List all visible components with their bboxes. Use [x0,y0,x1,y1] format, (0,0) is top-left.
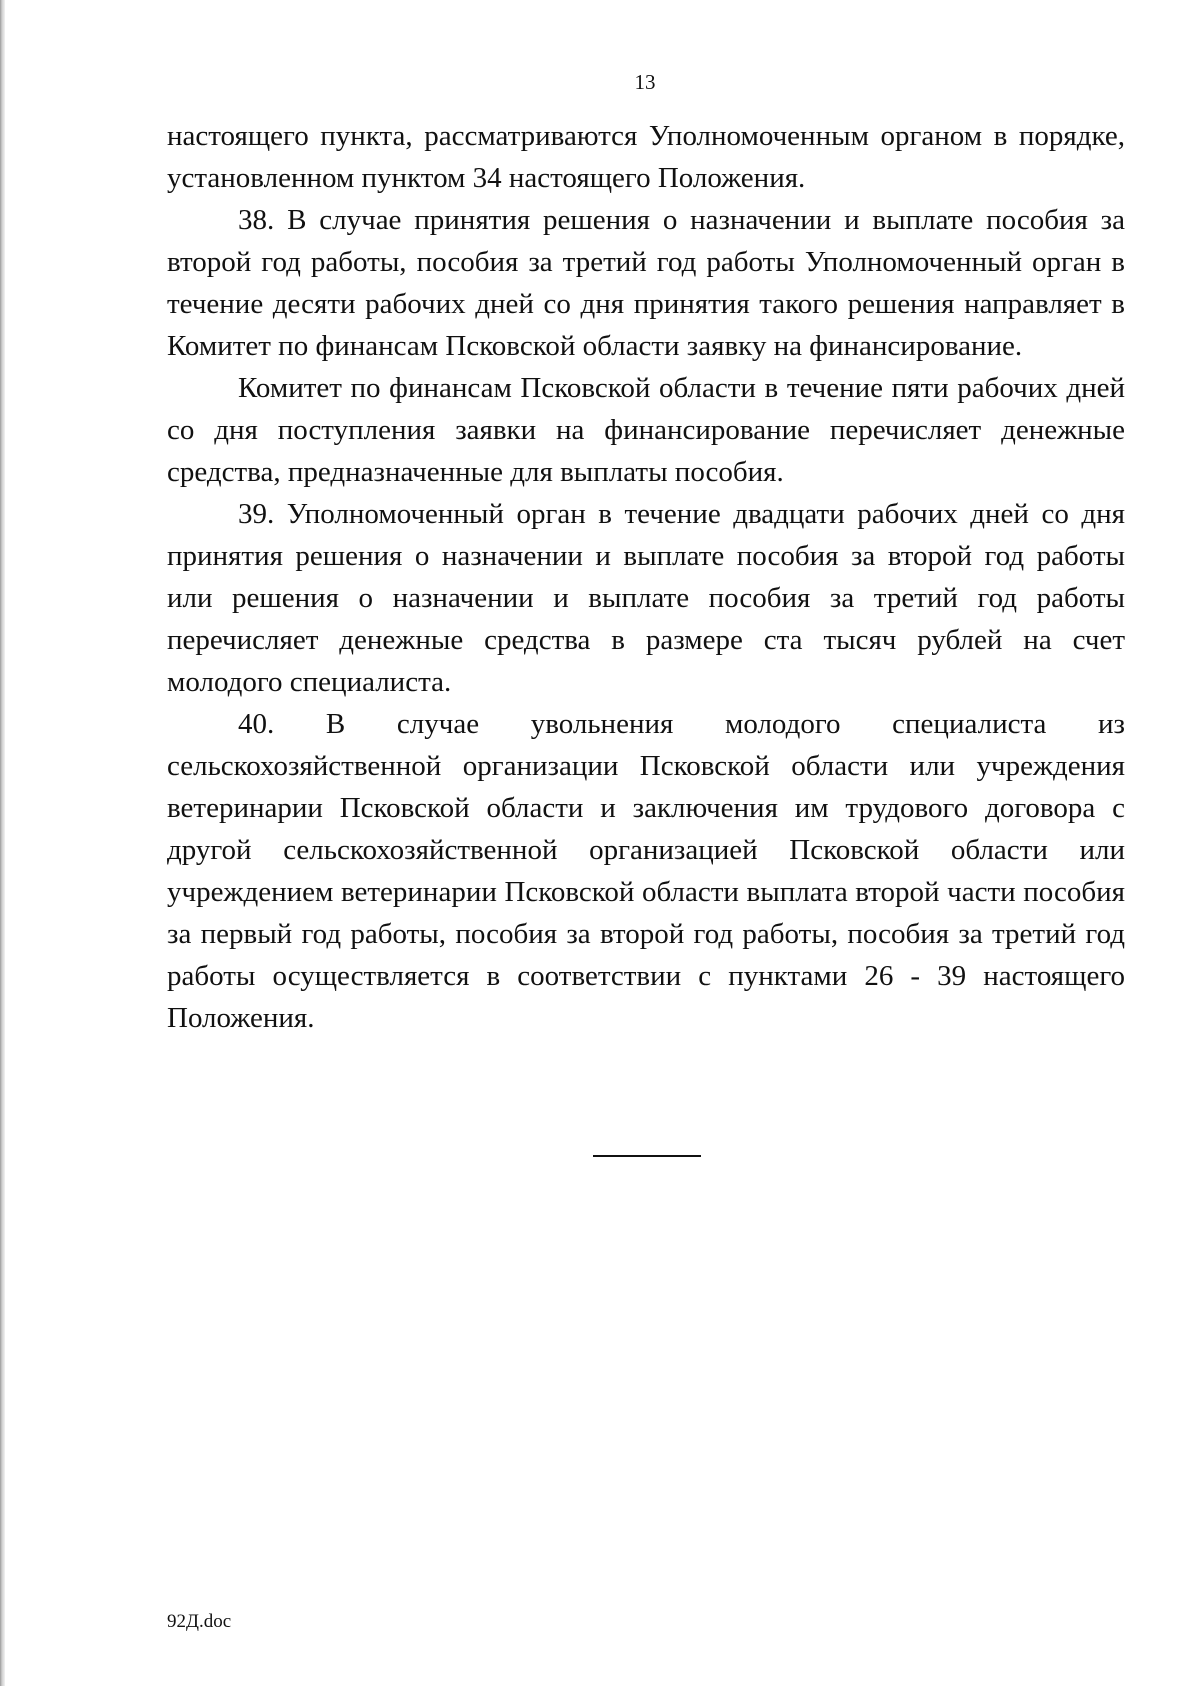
page-number: 13 [634,70,656,94]
paragraph-item-40: 40. В случае увольнения молодого специалиста из сельскохозяйственной организации Псковской области или учреждения ветеринарии Псковской области и заключения им трудового договора с другой сельскохозяйственной организацией Псковской области или учреждением ветеринарии Псковской области выплата второй части пособия за первый год работы, пособия за второй год работы, пособия за третий год работы осуществляется в соответствии с пунктами 26 - 39 настоящего Положения. [167,708,1125,1034]
end-of-text-rule [593,1155,701,1157]
footer-file-name: 92Д.doc [167,1611,232,1632]
paragraph-continuation: настоящего пункта, рассматриваются Уполномоченным органом в порядке, установленном пунктом 34 настоящего Положения. [167,120,1125,194]
paragraph-committee-financing: Комитет по финансам Псковской области в течение пяти рабочих дней со дня поступления заявки на финансирование перечисляет денежные средства, предназначенные для выплаты пособия. [167,372,1125,488]
document-body [167,115,1125,1039]
paragraph-item-39: 39. Уполномоченный орган в течение двадцати рабочих дней со дня принятия решения о назначении и выплате пособия за второй год работы или решения о назначении и выплате пособия за третий год работы перечисляет денежные средства в размере ста тысяч рублей на счет молодого специалиста. [167,498,1125,698]
scan-edge [0,0,5,1686]
paragraph-item-38: 38. В случае принятия решения о назначении и выплате пособия за второй год работы, пособия за третий год работы Уполномоченный орган в течение десяти рабочих дней со дня принятия такого решения направляет в Комитет по финансам Псковской области заявку на финансирование. [167,204,1125,362]
